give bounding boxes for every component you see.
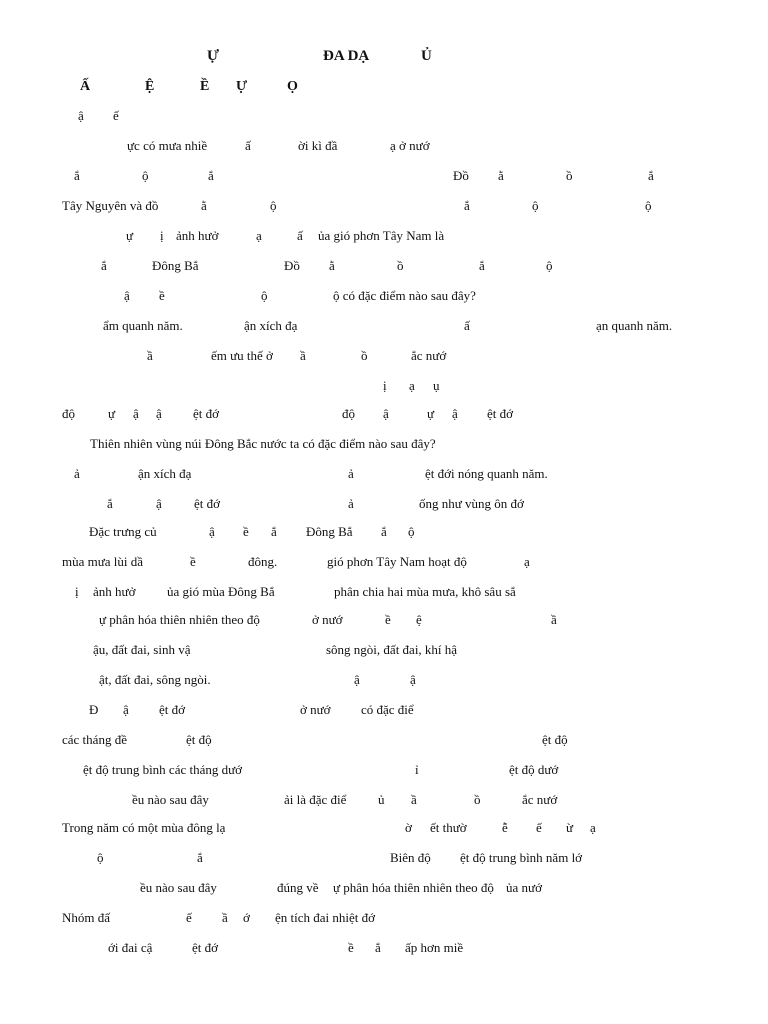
text-line-fragment: ầ bbox=[411, 792, 417, 807]
title-fragment: Ự bbox=[207, 48, 219, 64]
text-line-fragment: đúng về bbox=[277, 880, 319, 895]
text-line-fragment: ện tích đai nhiệt đớ bbox=[275, 910, 376, 925]
text-line-fragment: ậ bbox=[209, 524, 215, 539]
text-line-fragment: sông ngòi, đất đai, khí hậ bbox=[326, 642, 458, 657]
text-line-fragment: ở nướ bbox=[300, 702, 331, 717]
text-line-fragment: ẩm quanh năm. bbox=[103, 318, 183, 333]
text-line-fragment: ộ bbox=[97, 850, 104, 865]
text-line-fragment: gió phơn Tây Nam hoạt độ bbox=[327, 554, 467, 569]
text-line-fragment: độ bbox=[342, 406, 355, 421]
title-fragment: ĐA DẠ bbox=[323, 48, 370, 64]
text-line-fragment: ả bbox=[348, 496, 354, 511]
text-line-fragment: ệt đớ bbox=[194, 496, 221, 511]
text-line-fragment: Nhóm đấ bbox=[62, 910, 111, 925]
text-line-fragment: ạ bbox=[256, 228, 262, 243]
text-line-fragment: ằ bbox=[498, 168, 504, 183]
text-line-fragment: ệt độ bbox=[186, 732, 212, 747]
text-line-fragment: ếm ưu thế ở bbox=[211, 348, 273, 363]
text-line-fragment: ắ bbox=[208, 168, 214, 183]
text-line-fragment: ấp hơn miề bbox=[405, 940, 464, 955]
text-line-fragment: ừ bbox=[566, 820, 574, 835]
text-line-fragment: ều nào sau đây bbox=[132, 792, 209, 807]
text-line-fragment: ự bbox=[126, 228, 134, 243]
text-line-fragment: ạ bbox=[524, 554, 530, 569]
text-line-fragment: ắ bbox=[271, 524, 277, 539]
text-line-fragment: ậu, đất đai, sinh vậ bbox=[93, 642, 191, 657]
text-line-fragment: ả bbox=[74, 466, 80, 481]
text-line-fragment: độ bbox=[62, 406, 75, 421]
text-line-fragment: ậ bbox=[156, 406, 162, 421]
text-line-fragment: ầ bbox=[147, 348, 153, 363]
text-line-fragment: ận xích đạ bbox=[244, 318, 298, 333]
text-line-fragment: ậ bbox=[383, 406, 389, 421]
text-line-fragment: ầ bbox=[551, 612, 557, 627]
text-line-fragment: đông. bbox=[248, 554, 278, 569]
text-line-fragment: ủ bbox=[378, 792, 385, 807]
text-line-fragment: ộ bbox=[270, 198, 277, 213]
text-line-fragment: ủa gió phơn Tây Nam là bbox=[318, 228, 445, 243]
text-line-fragment: ậ bbox=[123, 702, 129, 717]
text-line-fragment: ắ bbox=[107, 496, 113, 511]
text-line-fragment: ậ bbox=[156, 496, 162, 511]
text-line-fragment: ằ bbox=[201, 198, 207, 213]
text-line-fragment: ằ bbox=[329, 258, 335, 273]
text-line-fragment: Biên độ bbox=[390, 850, 431, 865]
text-line-fragment: ỉ bbox=[415, 762, 419, 777]
text-line-fragment: ề bbox=[190, 554, 196, 569]
text-line-fragment: ậ bbox=[124, 288, 130, 303]
text-line-fragment: ảnh hưở bbox=[93, 584, 136, 599]
section-heading-fragment: Ự bbox=[236, 79, 248, 94]
text-line-fragment: ạ ở nướ bbox=[390, 138, 430, 153]
text-line-fragment: ồ bbox=[397, 258, 404, 273]
text-line-fragment: ệt độ trung bình năm lớ bbox=[460, 850, 583, 865]
text-line-fragment: ết thườ bbox=[430, 820, 467, 835]
text-line-fragment: ệt đớ bbox=[193, 406, 220, 421]
text-line-fragment: ả bbox=[348, 466, 354, 481]
text-line-fragment: ụ bbox=[433, 378, 440, 393]
text-line-fragment: Trong năm có một mùa đông lạ bbox=[62, 820, 226, 835]
text-line-fragment: Đông Bắ bbox=[306, 524, 353, 539]
text-line-fragment: ễ bbox=[502, 820, 508, 835]
text-line-fragment: ớ bbox=[243, 910, 250, 925]
section-heading-fragment: Ấ bbox=[80, 79, 91, 94]
text-line-fragment: ị bbox=[160, 228, 164, 243]
text-line-fragment: ủa gió mùa Đông Bắ bbox=[167, 584, 275, 599]
text-line-fragment: ạn quanh năm. bbox=[596, 318, 673, 333]
text-line-fragment: ề bbox=[159, 288, 165, 303]
text-line-fragment: Thiên nhiên vùng núi Đông Bắc nước ta có đặc điểm nào sau đây? bbox=[90, 436, 436, 451]
text-line-fragment: ộ có đặc điểm nào sau đây? bbox=[333, 288, 476, 303]
text-line-fragment: ề bbox=[243, 524, 249, 539]
text-line-fragment: ực có mưa nhiề bbox=[127, 138, 208, 153]
text-line-fragment: ự bbox=[108, 406, 116, 421]
text-line-fragment: ủa nướ bbox=[506, 880, 542, 895]
text-line-fragment: ờ bbox=[405, 820, 412, 835]
text-line-fragment: Đ bbox=[89, 702, 99, 717]
text-line-fragment: ị bbox=[75, 584, 79, 599]
text-line-fragment: ấ bbox=[464, 318, 470, 333]
text-line-fragment: ự phân hóa thiên nhiên theo độ bbox=[333, 880, 494, 895]
text-line-fragment: ấ bbox=[297, 228, 303, 243]
text-line-fragment: ảnh hưở bbox=[176, 228, 219, 243]
text-line-fragment: ắ bbox=[381, 524, 387, 539]
text-line-fragment: phân chia hai mùa mưa, khô sâu sắ bbox=[334, 584, 516, 599]
text-line-fragment: ắc nướ bbox=[522, 792, 558, 807]
text-line-fragment: ạ bbox=[409, 378, 415, 393]
text-line-fragment: Tây Nguyên và đồ bbox=[62, 198, 159, 213]
text-line-fragment: ệt độ trung bình các tháng dướ bbox=[83, 762, 243, 777]
text-line-fragment: ậ bbox=[452, 406, 458, 421]
text-line-fragment: ới đai cậ bbox=[108, 940, 153, 955]
text-line-fragment: ề bbox=[385, 612, 391, 627]
text-line-fragment: ồ bbox=[566, 168, 573, 183]
text-line-fragment: ắ bbox=[375, 940, 381, 955]
text-line-fragment: ế bbox=[536, 820, 542, 835]
text-line-fragment: ộ bbox=[408, 524, 415, 539]
text-line-fragment: ắ bbox=[648, 168, 654, 183]
text-line-fragment: Đồ bbox=[453, 168, 469, 183]
text-line-fragment: ắ bbox=[479, 258, 485, 273]
text-line-fragment: ồ bbox=[474, 792, 481, 807]
text-line-fragment: ều nào sau đây bbox=[140, 880, 217, 895]
text-line-fragment: ậ bbox=[78, 108, 84, 123]
text-line-fragment: ồ bbox=[361, 348, 368, 363]
text-line-fragment: ự bbox=[427, 406, 435, 421]
text-line-fragment: ật, đất đai, sông ngòi. bbox=[99, 672, 211, 687]
text-line-fragment: ời kì đầ bbox=[298, 138, 338, 153]
text-line-fragment: ải là đặc điể bbox=[284, 792, 347, 807]
text-line-fragment: có đặc điể bbox=[361, 702, 414, 717]
section-heading-fragment: Ệ bbox=[145, 79, 155, 94]
text-line-fragment: ế bbox=[186, 910, 192, 925]
text-line-fragment: ậ bbox=[410, 672, 416, 687]
text-line-fragment: ệt đới nóng quanh năm. bbox=[425, 466, 548, 481]
text-line-fragment: ận xích đạ bbox=[138, 466, 192, 481]
text-line-fragment: ự phân hóa thiên nhiên theo độ bbox=[99, 612, 260, 627]
title-fragment: Ủ bbox=[421, 48, 432, 64]
text-line-fragment: ộ bbox=[645, 198, 652, 213]
text-line-fragment: ộ bbox=[546, 258, 553, 273]
text-line-fragment: ệt độ bbox=[542, 732, 568, 747]
text-line-fragment: ấ bbox=[245, 138, 251, 153]
section-heading-fragment: Ọ bbox=[287, 79, 298, 94]
text-line-fragment: ậ bbox=[354, 672, 360, 687]
text-line-fragment: ậ bbox=[133, 406, 139, 421]
text-line-fragment: ệt độ dướ bbox=[509, 762, 559, 777]
text-line-fragment: ế bbox=[113, 108, 119, 123]
text-line-fragment: ộ bbox=[142, 168, 149, 183]
text-line-fragment: ống như vùng ôn đớ bbox=[419, 496, 524, 511]
text-line-fragment: ệt đớ bbox=[487, 406, 514, 421]
text-line-fragment: ạ bbox=[590, 820, 596, 835]
text-line-fragment: ộ bbox=[261, 288, 268, 303]
text-line-fragment: ắ bbox=[197, 850, 203, 865]
section-heading-fragment: Ề bbox=[200, 79, 210, 94]
text-line-fragment: ắ bbox=[74, 168, 80, 183]
text-line-fragment: ầ bbox=[222, 910, 228, 925]
text-line-fragment: Đồ bbox=[284, 258, 300, 273]
text-line-fragment: ệt đớ bbox=[192, 940, 219, 955]
text-line-fragment: các tháng đề bbox=[62, 732, 127, 747]
text-line-fragment: ệ bbox=[416, 612, 422, 627]
text-line-fragment: ở nướ bbox=[312, 612, 343, 627]
text-line-fragment: ề bbox=[348, 940, 354, 955]
text-line-fragment: mùa mưa lùi dầ bbox=[62, 554, 144, 569]
text-line-fragment: ệt đớ bbox=[159, 702, 186, 717]
text-line-fragment: ắ bbox=[464, 198, 470, 213]
text-line-fragment: ộ bbox=[532, 198, 539, 213]
text-line-fragment: ắ bbox=[101, 258, 107, 273]
text-line-fragment: Đặc trưng củ bbox=[89, 524, 157, 539]
text-line-fragment: ầ bbox=[300, 348, 306, 363]
text-line-fragment: ị bbox=[383, 378, 387, 393]
text-line-fragment: Đông Bắ bbox=[152, 258, 199, 273]
text-line-fragment: ắc nướ bbox=[411, 348, 447, 363]
